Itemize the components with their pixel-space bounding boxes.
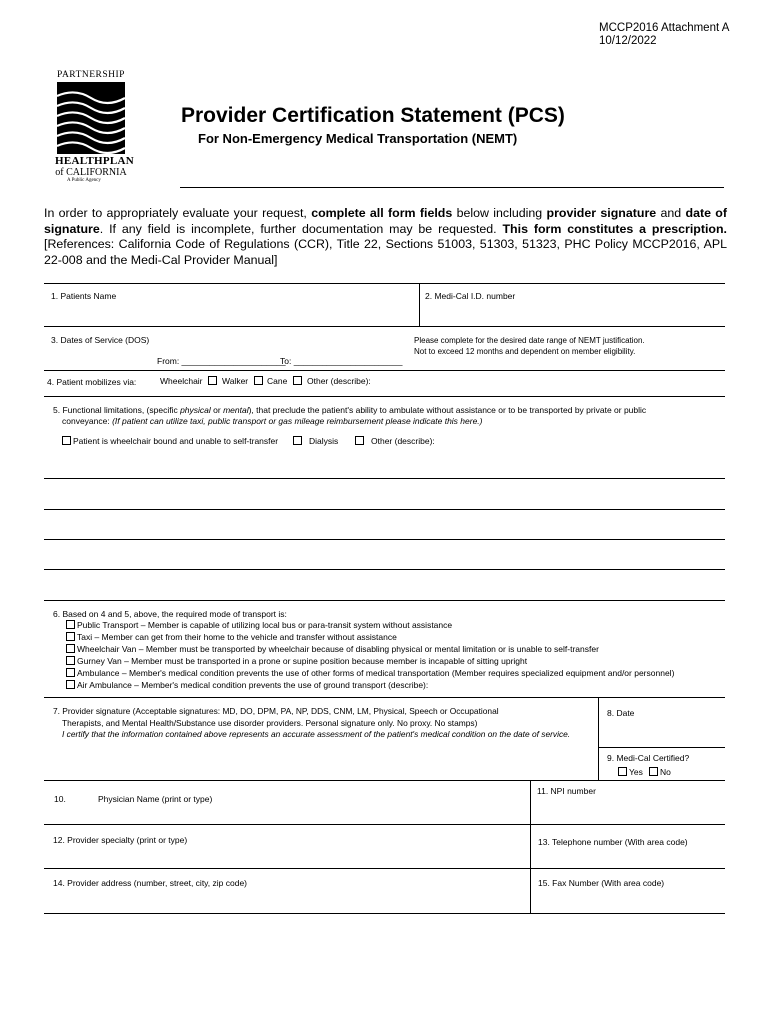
dos-to-field[interactable]: To: _______________________: [280, 356, 403, 366]
provider-signature-input[interactable]: [48, 742, 593, 776]
dos-note-line2: Not to exceed 12 months and dependent on member eligibility.: [414, 347, 636, 356]
doc-reference: [599, 22, 729, 48]
grid-line: [44, 868, 725, 869]
transport-gurney-van-checkbox[interactable]: [66, 656, 75, 665]
grid-line: [44, 600, 725, 601]
transport-air-ambulance-option[interactable]: [66, 680, 428, 691]
limit-dialysis-option[interactable]: [293, 436, 338, 447]
limit-wheelchair-bound-option[interactable]: [62, 436, 278, 447]
field-mobilizes-label: 4. Patient mobilizes via:: [47, 377, 137, 387]
limit-dialysis-checkbox[interactable]: [293, 436, 302, 445]
grid-line: [44, 913, 725, 914]
mobilize-walker-option[interactable]: [222, 376, 265, 387]
limit-dialysis-label: Dialysis: [309, 436, 339, 446]
grid-line: [44, 824, 725, 825]
grid-line: [44, 697, 725, 698]
mobilize-wheelchair-checkbox[interactable]: [208, 376, 217, 385]
medical-certified-yes-checkbox[interactable]: [618, 767, 627, 776]
transport-gurney-van-option[interactable]: [66, 656, 527, 667]
field-medical-id-label: 2. Medi-Cal I.D. number: [425, 291, 516, 301]
transport-wheelchair-van-option[interactable]: [66, 644, 599, 655]
transport-public-label: Public Transport – Member is capable of utilizing local bus or para-transit system without assistance: [77, 620, 453, 630]
page-subtitle: For Non-Emergency Medical Transportation (NEMT): [198, 131, 518, 146]
transport-ambulance-checkbox[interactable]: [66, 668, 75, 677]
field-telephone-label: 13. Telephone number (With area code): [538, 837, 688, 847]
grid-line: [598, 747, 599, 780]
mobilize-other-label: Other (describe):: [307, 376, 371, 386]
field-functional-limitations-label: 5. Functional limitations, (specific physical or mental), that preclude the patient's ability to ambulate without assistance or to be transported by private or public: [53, 405, 647, 415]
medical-certified-no-checkbox[interactable]: [649, 767, 658, 776]
mobilize-other-option[interactable]: [307, 376, 371, 387]
provider-address-input[interactable]: [48, 890, 526, 910]
field-npi-label: 11. NPI number: [537, 786, 596, 796]
provider-specialty-input[interactable]: [48, 847, 526, 866]
field-physician-name-number: 10.: [54, 794, 66, 804]
medical-certified-no-option[interactable]: [649, 767, 671, 778]
logo-top-text: PARTNERSHIP: [57, 70, 125, 80]
logo-bottom-text: of CALIFORNIA: [55, 167, 127, 178]
transport-wheelchair-van-checkbox[interactable]: [66, 644, 75, 653]
transport-taxi-checkbox[interactable]: [66, 632, 75, 641]
signature-date-input[interactable]: [603, 720, 721, 744]
mobilize-wheelchair-label: Wheelchair: [160, 376, 203, 386]
medical-certified-yes-label: Yes: [629, 767, 643, 777]
dos-from-field[interactable]: From: ______________________: [157, 356, 286, 366]
limit-other-option[interactable]: [355, 436, 435, 447]
transport-ambulance-label: Ambulance – Member's medical condition prevents the use of other forms of medical transportation (Member requires specialized equipment and/or personnel): [77, 668, 675, 678]
grid-line: [419, 283, 420, 326]
mobilize-cane-checkbox[interactable]: [293, 376, 302, 385]
limit-wheelchair-bound-checkbox[interactable]: [62, 436, 71, 445]
patient-name-input[interactable]: [48, 302, 413, 322]
grid-line: [44, 283, 725, 284]
grid-line: [598, 747, 725, 748]
grid-line: [44, 539, 725, 540]
field-fax-label: 15. Fax Number (With area code): [538, 878, 665, 888]
field-physician-name-label: Physician Name (print or type): [98, 794, 213, 804]
grid-line: [44, 396, 725, 397]
field-provider-address-label: 14. Provider address (number, street, city, zip code): [53, 878, 248, 888]
grid-line: [44, 370, 725, 371]
grid-line: [44, 569, 725, 570]
functional-limitations-note: conveyance: (If patient can utilize taxi, public transport or gas mileage reimbursement please indicate this here.): [62, 416, 483, 426]
limit-wheelchair-bound-label: Patient is wheelchair bound and unable to self-transfer: [73, 436, 279, 446]
doc-ref-date: 10/12/2022: [599, 35, 657, 47]
provider-signature-note: Therapists, and Mental Health/Substance use disorder providers. Personal signature only. No proxy. No stamps): [62, 718, 478, 728]
grid-line: [44, 326, 725, 327]
transport-taxi-option[interactable]: [66, 632, 397, 643]
mobilize-walker-label: Walker: [222, 376, 249, 386]
transport-taxi-label: Taxi – Member can get from their home to the vehicle and transfer without assistance: [77, 632, 397, 642]
field-patient-name-label: 1. Patients Name: [51, 291, 117, 301]
field-transport-mode-label: 6. Based on 4 and 5, above, the required mode of transport is:: [53, 609, 287, 619]
mobilize-cane-label: Cane: [267, 376, 288, 386]
page-title: Provider Certification Statement (PCS): [181, 104, 565, 127]
medical-certified-yes-option[interactable]: [618, 767, 643, 778]
grid-line: [598, 697, 599, 747]
provider-certify-statement: I certify that the information contained above represents an accurate assessment of the patient's medical condition on the date of service.: [62, 729, 571, 739]
grid-line: [44, 478, 725, 479]
medical-id-input[interactable]: [424, 302, 721, 322]
field-date-label: 8. Date: [607, 708, 635, 718]
grid-line: [44, 780, 725, 781]
npi-input[interactable]: [535, 798, 721, 822]
intro-paragraph: In order to appropriately evaluate your request, complete all form fields below including provider signature and date of signature. If any field is incomplete, further documentation may be requested. This form constitutes a prescription. [References: California Code of Regulations (CCR), Title 22, Sections 51003, 51303, 51323, PHC Policy MCCP2016, APL 22-008 and the Medi-Cal Provider Manual]: [44, 206, 727, 267]
field-provider-signature-label: 7. Provider signature (Acceptable signatures: MD, DO, DPM, PA, NP, DDS, CNM, LM, Physical, Speech or Occupational: [53, 706, 499, 716]
transport-wheelchair-van-label: Wheelchair Van – Member must be transported by wheelchair because of disabling physical or mental limitation or is unable to self-transfer: [77, 644, 599, 654]
telephone-input[interactable]: [535, 849, 721, 866]
fax-input[interactable]: [535, 890, 721, 910]
transport-public-checkbox[interactable]: [66, 620, 75, 629]
partnership-logo: [55, 68, 135, 186]
field-provider-specialty-label: 12. Provider specialty (print or type): [53, 835, 188, 845]
grid-line: [530, 780, 531, 913]
transport-air-ambulance-label: Air Ambulance – Member's medical condition prevents the use of ground transport (describe):: [77, 680, 429, 690]
dos-note-line1: Please complete for the desired date range of NEMT justification.: [414, 336, 645, 345]
logo-tagline: A Public Agency: [67, 178, 101, 183]
transport-gurney-van-label: Gurney Van – Member must be transported in a prone or supine position because member is incapable of sitting upright: [77, 656, 528, 666]
grid-line: [44, 509, 725, 510]
medical-certified-no-label: No: [660, 767, 671, 777]
transport-air-ambulance-checkbox[interactable]: [66, 680, 75, 689]
physician-name-input[interactable]: [48, 806, 526, 822]
title-divider: [180, 187, 724, 188]
transport-public-option[interactable]: [66, 620, 452, 631]
field-dates-of-service-label: 3. Dates of Service (DOS): [51, 335, 150, 345]
transport-ambulance-option[interactable]: [66, 668, 674, 679]
mobilize-wheelchair-option[interactable]: [160, 376, 219, 387]
doc-ref-number: MCCP2016 Attachment A: [599, 22, 730, 34]
limit-other-label: Other (describe):: [371, 436, 435, 446]
limit-other-checkbox[interactable]: [355, 436, 364, 445]
mobilize-cane-option[interactable]: [267, 376, 304, 387]
field-medical-certified-label: 9. Medi-Cal Certified?: [607, 753, 690, 763]
mobilize-walker-checkbox[interactable]: [254, 376, 263, 385]
logo-mid-text: HEALTHPLAN: [55, 155, 135, 167]
